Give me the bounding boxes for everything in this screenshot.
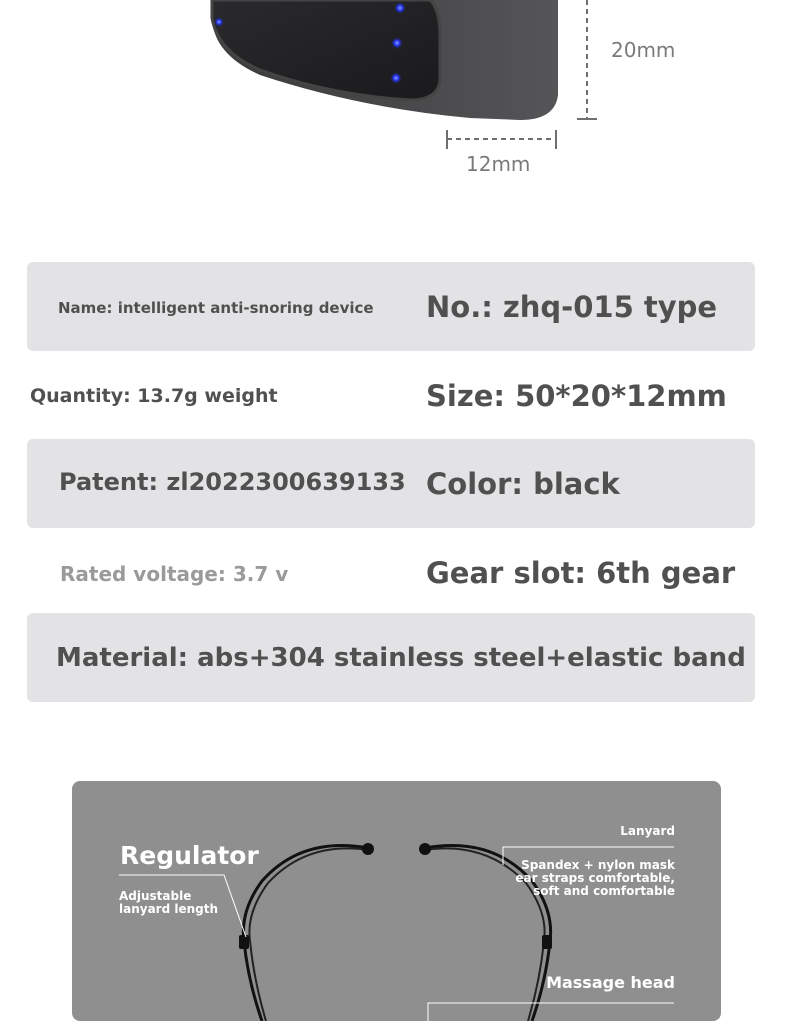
spec-gear: Gear slot: 6th gear [426, 556, 736, 590]
regulator-left [239, 935, 249, 949]
spec-patent: Patent: zl2022300639133 [59, 468, 406, 496]
dimension-width-label: 12mm [466, 152, 531, 176]
dimension-height-label: 20mm [611, 38, 676, 62]
regulator-title: Regulator [120, 841, 259, 870]
lanyard-desc-line: soft and comfortable [533, 884, 675, 898]
regulator-desc [119, 890, 218, 916]
spec-material: Material: abs+304 stainless steel+elastic band [56, 643, 746, 673]
spec-quantity: Quantity: 13.7g weight [30, 385, 278, 407]
led-light [214, 17, 224, 27]
spec-row-4 [27, 528, 755, 617]
led-light [391, 37, 403, 49]
regulator-desc-line: Adjustable [119, 889, 192, 903]
spec-row-2 [27, 351, 755, 440]
lanyard-title: Lanyard [620, 824, 675, 838]
lanyard-desc-line: ear straps comfortable, [515, 871, 675, 885]
spec-name: Name: intelligent anti-snoring device [58, 299, 374, 317]
spec-row-5 [27, 613, 755, 702]
spec-model: No.: zhq-015 type [426, 290, 718, 324]
spec-voltage: Rated voltage: 3.7 v [60, 562, 289, 586]
regulator-desc-line: lanyard length [119, 902, 219, 916]
led-light [394, 2, 406, 14]
spec-color: Color: black [426, 467, 620, 501]
lanyard-desc [515, 859, 675, 898]
spec-row-3 [27, 439, 755, 528]
product-image-area [0, 0, 790, 200]
device-illustration [0, 0, 790, 200]
regulator-right [542, 935, 552, 949]
spec-size: Size: 50*20*12mm [426, 379, 727, 413]
lanyard-diagram-panel [72, 781, 721, 1021]
lanyard-desc-line: Spandex + nylon mask [521, 858, 675, 872]
spec-row-1 [27, 262, 755, 351]
massage-head-label: Massage head [546, 973, 675, 992]
led-light [390, 72, 402, 84]
